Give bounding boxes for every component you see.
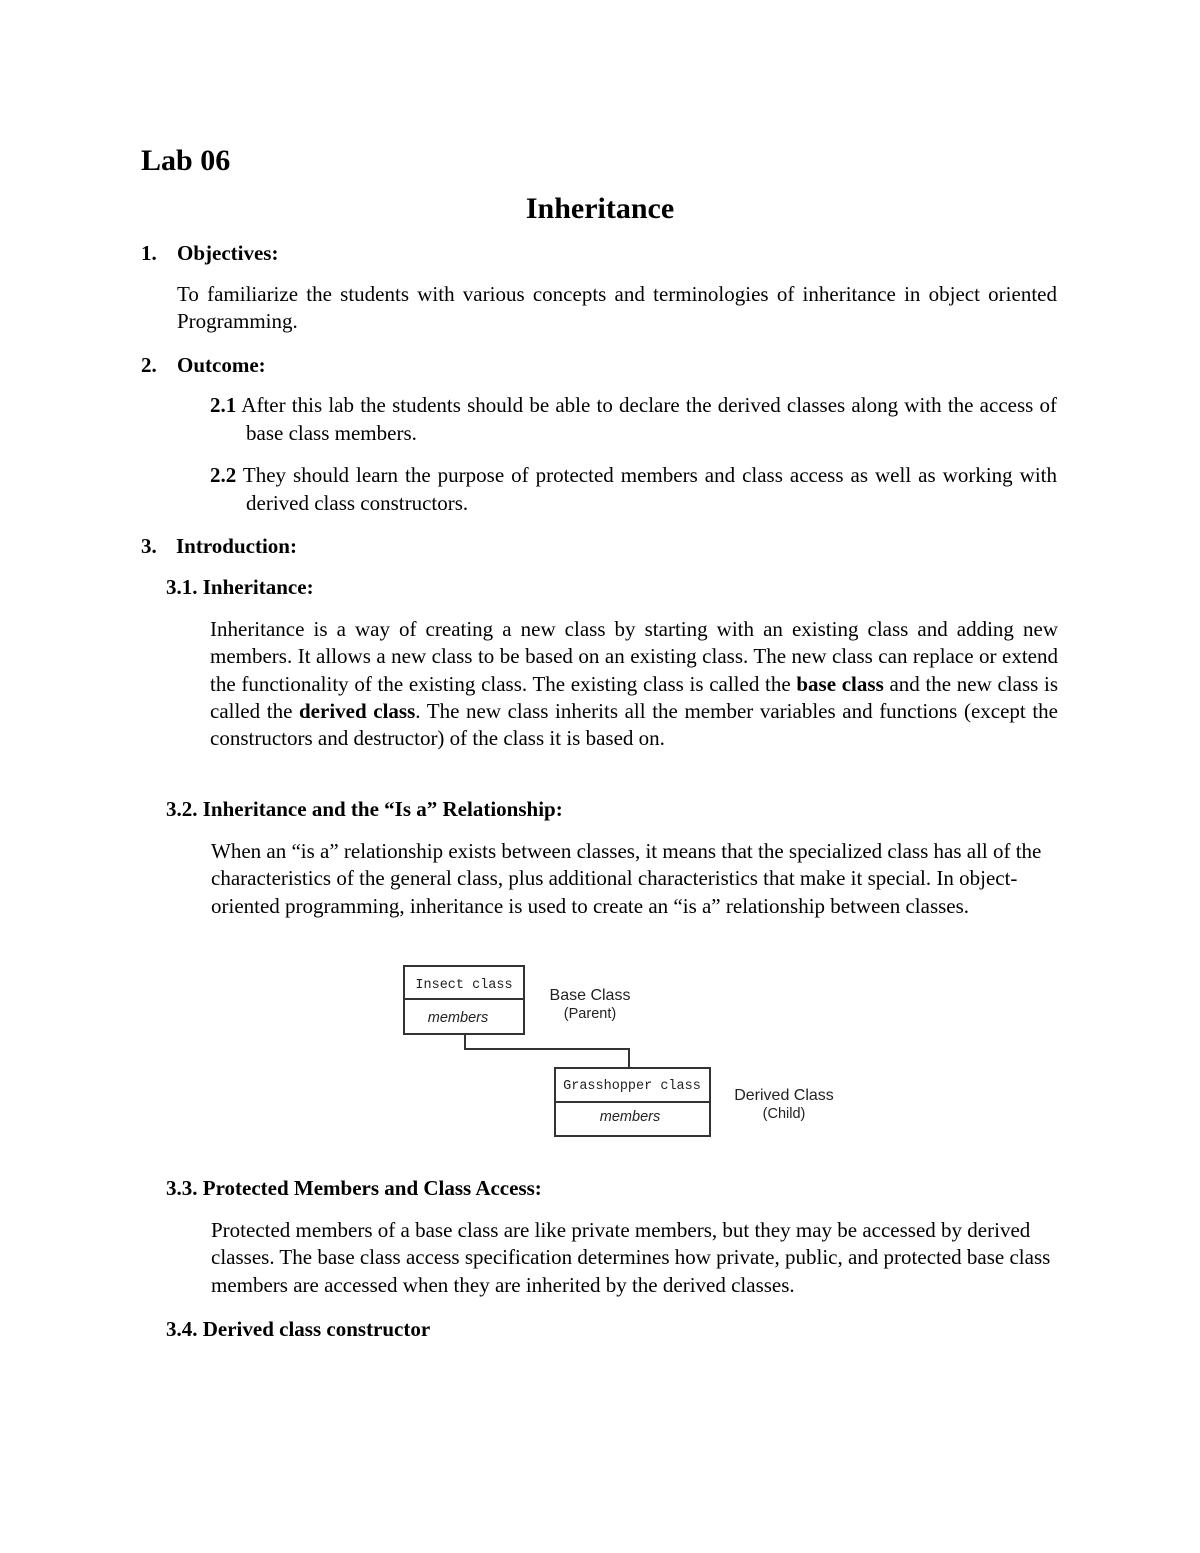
- introduction-heading: [141, 533, 297, 559]
- base-class-box-members: members: [427, 1010, 489, 1026]
- introduction-heading-text: Introduction:: [176, 534, 297, 558]
- inheritance-diagram: [396, 960, 856, 1145]
- outcome-item: [210, 392, 1057, 447]
- section-3-1-text-b: and the new class is called the: [210, 671, 1058, 723]
- section-3-3-text: Protected members of a base class are like private members, but they may be accessed by derived classes. The base class access specification determines how private, public, and protected base class members are accessed when they are inherited by the derived classes.: [211, 1218, 1051, 1297]
- derived-class-label: Derived Class: [734, 1087, 834, 1104]
- outcome-item-text: They should learn the purpose of protected members and class access as well as working with derived class constructors.: [242, 463, 1057, 515]
- objectives-number: 1.: [141, 241, 157, 265]
- outcome-item-text: After this lab the students should be able to declare the derived classes along with the access of base class members.: [241, 393, 1057, 445]
- inheritance-connector: [465, 1034, 629, 1068]
- derived-class-box-title: Grasshopper class: [563, 1079, 701, 1094]
- objectives-heading: [141, 240, 278, 266]
- section-3-4-heading: 3.4. Derived class constructor: [166, 1317, 431, 1341]
- base-class-term: base class: [796, 671, 884, 696]
- section-3-2-heading: 3.2. Inheritance and the “Is a” Relationship:: [166, 797, 563, 821]
- section-3-2-text: When an “is a” relationship exists between classes, it means that the specialized class has all of the characteristics of the general class, plus additional characteristics that make it special. In object-oriented programming, inheritance is used to create an “is a” relationship between classes.: [211, 839, 1042, 918]
- outcome-item: [210, 462, 1057, 517]
- outcome-heading-text: Outcome:: [177, 353, 266, 377]
- derived-class-term: derived class: [299, 698, 416, 723]
- section-3-1-text: [210, 616, 1058, 752]
- section-3-1-text-c: . The new class inherits all the member variables and functions (except the constructors and destructor) of the class it is based on.: [210, 698, 1058, 751]
- derived-class-box-members: members: [599, 1109, 661, 1125]
- objectives-heading-text: Objectives:: [177, 241, 279, 265]
- introduction-number: 3.: [141, 534, 157, 558]
- base-class-box-title: Insect class: [415, 978, 513, 993]
- section-3-1-text-a: Inheritance is a way of creating a new class by starting with an existing class and adding new members. It allows a new class to be based on an existing class. The new class can replace or extend the functionality of the existing class. The existing class is called the: [210, 617, 1058, 696]
- derived-class-sublabel: (Child): [762, 1106, 806, 1122]
- outcome-number: 2.: [141, 353, 157, 377]
- outcome-item-label: 2.1: [210, 393, 237, 417]
- objectives-text: To familiarize the students with various concepts and terminologies of inheritance in object oriented Programming.: [177, 282, 1057, 334]
- outcome-item-label: 2.2: [210, 463, 237, 487]
- section-3-3-heading: 3.3. Protected Members and Class Access:: [166, 1176, 542, 1200]
- base-class-label: Base Class: [549, 987, 631, 1004]
- outcome-heading: [141, 352, 266, 378]
- section-3-1-heading: 3.1. Inheritance:: [166, 575, 314, 599]
- page-title: Inheritance: [525, 192, 675, 225]
- base-class-sublabel: (Parent): [563, 1006, 617, 1022]
- lab-number-title: Lab 06: [141, 144, 231, 177]
